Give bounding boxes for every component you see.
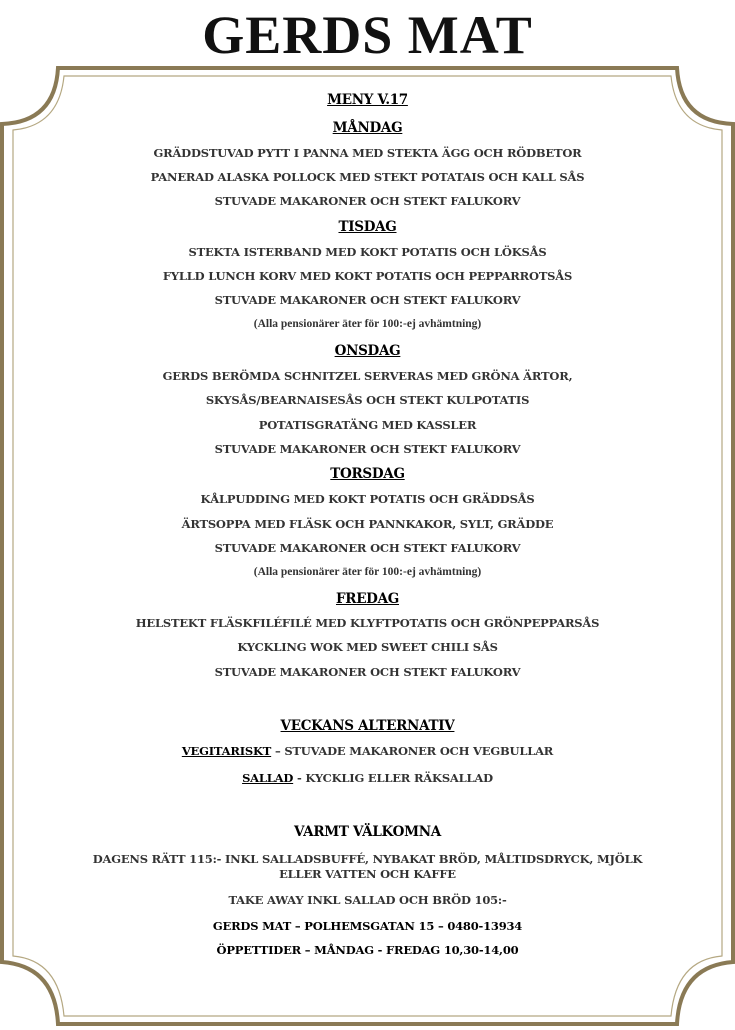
- opening-hours: ÖPPETTIDER – MÅNDAG - FREDAG 10,30-14,00: [216, 943, 519, 957]
- menu-item: GERDS BERÖMDA SCHNITZEL SERVERAS MED GRÖNA ÄRTOR,: [162, 369, 573, 383]
- salad-label: SALLAD: [242, 771, 294, 785]
- menu-item: POTATISGRATÄNG MED KASSLER: [258, 418, 477, 432]
- menu-item: STUVADE MAKARONER OCH STEKT FALUKORV: [214, 442, 521, 456]
- menu-item: GRÄDDSTUVAD PYTT I PANNA MED STEKTA ÄGG OCH RÖDBETOR: [153, 146, 582, 160]
- menu-item: KYCKLING WOK MED SWEET CHILI SÅS: [237, 640, 498, 654]
- takeaway-info: TAKE AWAY INKL SALLAD OCH BRÖD 105:-: [228, 893, 507, 907]
- vegetarian-line: [50, 744, 685, 758]
- day-heading-mandag: MÅNDAG: [332, 120, 403, 136]
- day-heading-torsdag: TORSDAG: [330, 466, 405, 482]
- dagens-ratt-info: DAGENS RÄTT 115:- INKL SALLADSBUFFÉ, NYBAKAT BRÖD, MÅLTIDSDRYCK, MJÖLK ELLER VATTEN OCH KAFFE: [92, 852, 643, 881]
- menu-item: STEKTA ISTERBAND MED KOKT POTATIS OCH LÖKSÅS: [188, 245, 547, 259]
- pensioner-note: (Alla pensionärer äter för 100:-ej avhämtning): [253, 566, 482, 578]
- menu-item: FYLLD LUNCH KORV MED KOKT POTATIS OCH PEPPARROTSÅS: [162, 269, 573, 283]
- menu-item: SKYSÅS/BEARNAISESÅS OCH STEKT KULPOTATIS: [205, 393, 530, 407]
- menu-item: STUVADE MAKARONER OCH STEKT FALUKORV: [214, 293, 521, 307]
- menu-item: KÅLPUDDING MED KOKT POTATIS OCH GRÄDDSÅS: [200, 492, 535, 506]
- menu-item: STUVADE MAKARONER OCH STEKT FALUKORV: [214, 194, 521, 208]
- day-heading-onsdag: ONSDAG: [334, 343, 401, 359]
- pensioner-note: (Alla pensionärer äter för 100:-ej avhämtning): [253, 318, 482, 330]
- welcome-heading: VARMT VÄLKOMNA: [294, 824, 441, 840]
- menu-item: HELSTEKT FLÄSKFILÉFILÉ MED KLYFTPOTATIS OCH GRÖNPEPPARSÅS: [135, 616, 600, 630]
- page-title: GERDS MAT: [202, 5, 533, 65]
- alternatives-heading: VECKANS ALTERNATIV: [280, 718, 455, 734]
- menu-title: MENY V.17: [327, 92, 408, 108]
- menu-item: PANERAD ALASKA POLLOCK MED STEKT POTATAIS OCH KALL SÅS: [150, 170, 585, 184]
- address-info: GERDS MAT – POLHEMSGATAN 15 – 0480-13934: [212, 919, 523, 933]
- day-heading-fredag: FREDAG: [335, 591, 399, 607]
- day-heading-tisdag: TISDAG: [338, 219, 397, 235]
- vegetarian-text: – STUVADE MAKARONER OCH VEGBULLAR: [271, 744, 554, 758]
- salad-text: - KYCKLIG ELLER RÄKSALLAD: [293, 771, 493, 785]
- menu-item: ÄRTSOPPA MED FLÄSK OCH PANNKAKOR, SYLT, GRÄDDE: [181, 517, 554, 531]
- salad-line: [50, 771, 685, 785]
- menu-item: STUVADE MAKARONER OCH STEKT FALUKORV: [214, 541, 521, 555]
- vegetarian-label: VEGITARISKT: [181, 744, 272, 758]
- menu-item: STUVADE MAKARONER OCH STEKT FALUKORV: [214, 665, 521, 679]
